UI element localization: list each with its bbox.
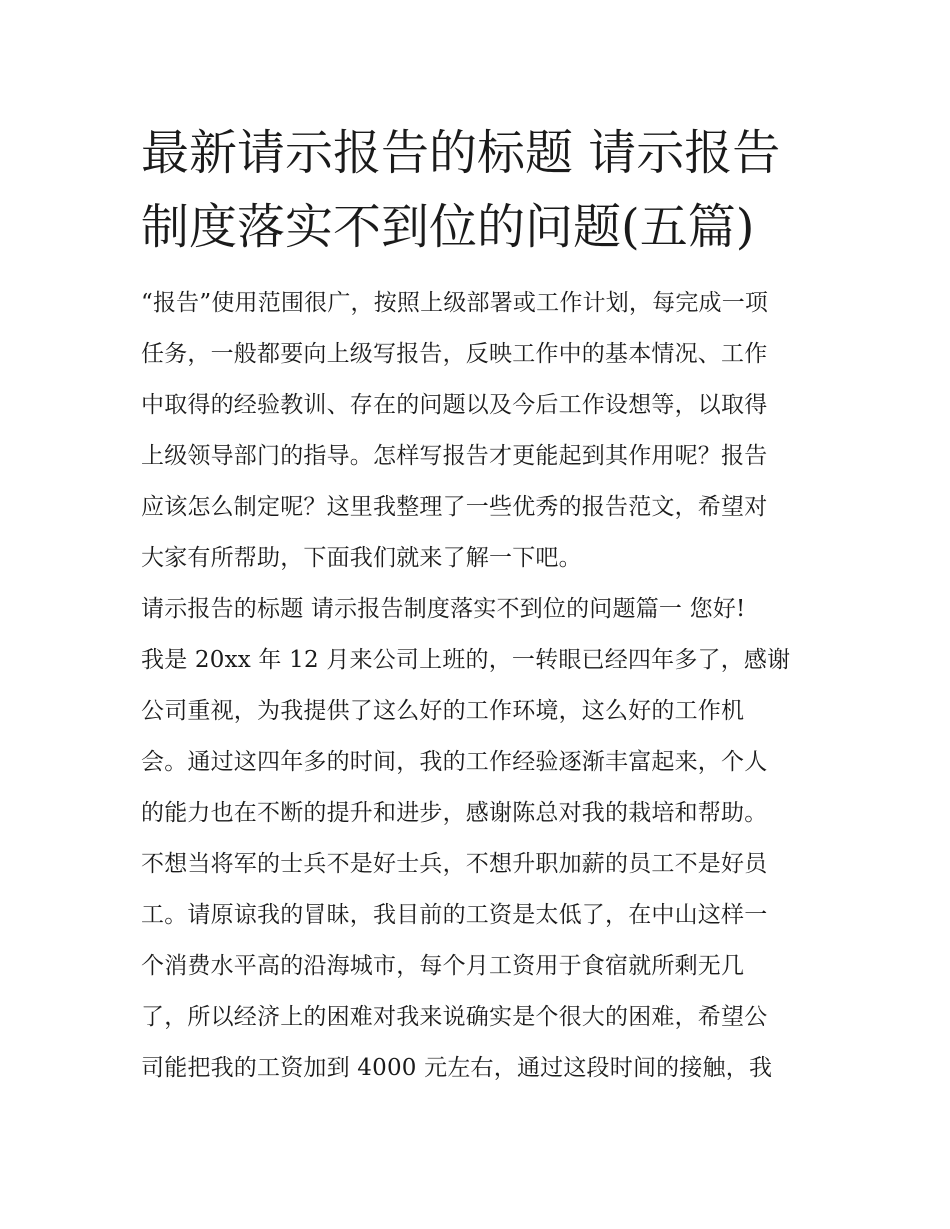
body-line: 中取得的经验教训、存在的问题以及今后工作设想等，以取得: [141, 392, 768, 418]
body-line: 司能把我的工资加到 4000 元左右，通过这段时间的接触，我: [141, 1055, 773, 1081]
document-body: [141, 278, 821, 1094]
body-line: 大家有所帮助，下面我们就来了解一下吧。: [141, 545, 582, 571]
body-line: “报告”使用范围很广，按照上级部署或工作计划，每完成一项: [141, 290, 769, 316]
document-title: [141, 116, 821, 264]
body-line: 个消费水平高的沿海城市，每个月工资用于食宿就所剩无几: [141, 953, 745, 979]
body-line: 了，所以经济上的困难对我来说确实是个很大的困难，希望公: [141, 1004, 768, 1030]
body-line: 的能力也在不断的提升和进步，感谢陈总对我的栽培和帮助。: [141, 800, 768, 826]
body-line: 我是 20xx 年 12 月来公司上班的，一转眼已经四年多了，感谢: [141, 647, 791, 673]
body-line: 工。请原谅我的冒昧，我目前的工资是太低了，在中山这样一: [141, 902, 768, 928]
body-line: 公司重视，为我提供了这么好的工作环境，这么好的工作机: [141, 698, 745, 724]
title-line: 制度落实不到位的问题(五篇): [141, 199, 755, 255]
body-line: 上级领导部门的指导。怎样写报告才更能起到其作用呢？报告: [141, 443, 768, 469]
body-line: 会。通过这四年多的时间，我的工作经验逐渐丰富起来，个人: [141, 749, 768, 775]
body-line: 任务，一般都要向上级写报告，反映工作中的基本情况、工作: [141, 341, 768, 367]
section-heading-line: 请示报告的标题 请示报告制度落实不到位的问题篇一 您好!: [141, 596, 746, 622]
body-line: 不想当将军的士兵不是好士兵，不想升职加薪的员工不是好员: [141, 851, 768, 877]
body-line: 应该怎么制定呢？这里我整理了一些优秀的报告范文，希望对: [141, 494, 768, 520]
title-line: 最新请示报告的标题 请示报告: [141, 125, 781, 181]
